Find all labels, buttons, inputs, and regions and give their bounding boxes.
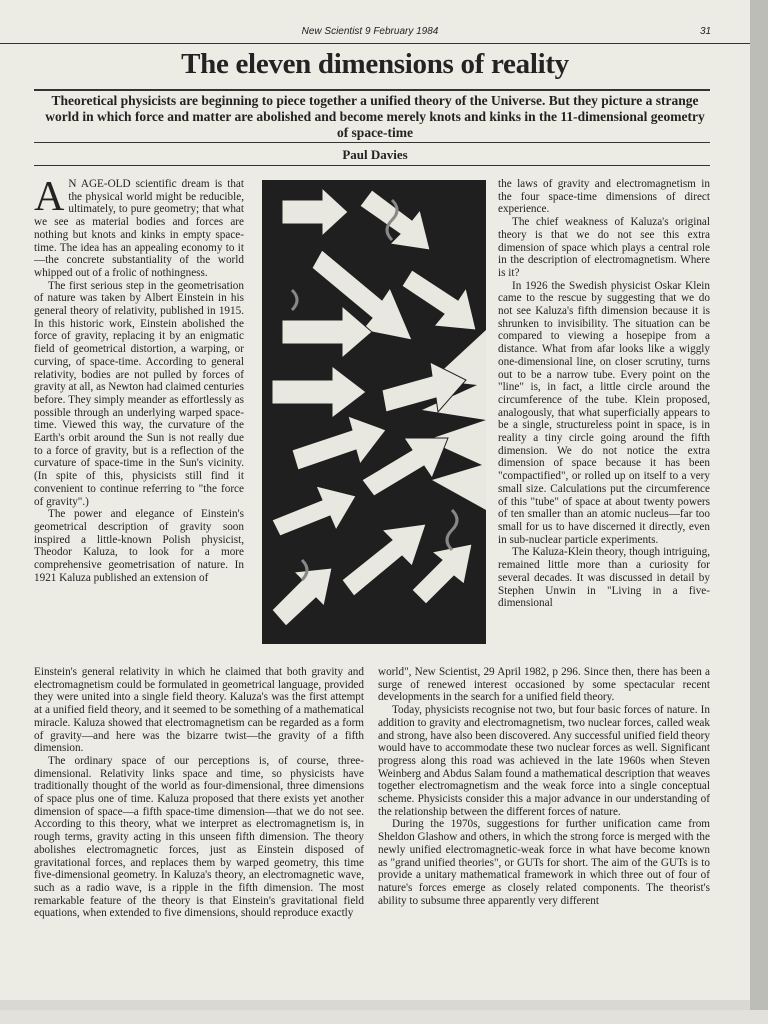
paragraph: During the 1970s, suggestions for further unification came from Sheldon Glashow and others, in which the strong force is merged with the newly unified electromagnetic-weak force in what have become known as "grand unified theories", or GUTs for short. The aim of the GUTs is to provide a unitary mathematical framework in which three out of four of nature's forces emerge as closely related components. The theorist's ability to subsume three apparently very different bbox=[378, 818, 710, 907]
arrow-shape bbox=[402, 270, 476, 330]
arrow-shape bbox=[272, 568, 332, 626]
paragraph: world", New Scientist, 29 April 1982, p 296. Since then, there has been a surge of renewed interest occasioned by some spectacular recent developments in the search for a unified field theory. bbox=[378, 666, 710, 704]
arrows-illustration bbox=[262, 180, 486, 644]
page-edge-shadow bbox=[750, 0, 768, 1024]
arrows-artwork bbox=[262, 180, 486, 644]
article-title: The eleven dimensions of reality bbox=[181, 48, 569, 80]
paragraph: A N AGE-OLD scientific dream is that the physical world might be reducible, ultimately, to pure geometry; that what we see as material bodies and forces are nothing but knots and kinks in empty space-time. The idea has an appealing economy to it—the concrete substantiality of the world whipped out of a frolic of nothingness. bbox=[34, 178, 244, 279]
page-number: 31 bbox=[700, 26, 712, 37]
paragraph: Today, physicists recognise not two, but four basic forces of nature. In addition to gravity and electromagnetism, two nuclear forces, called weak and strong, have also been discovered. Any successful unified field theory would have to accommodate these two nuclear forces as well. Significant progress along this road was achieved in the late 1960s when Steven Weinberg and Abdus Salam found a mathematical description that weaves together electromagnetism and the weak force into a single conceptual scheme. Physicists consider this a major advance in our understanding of the relationship between the different forces of nature. bbox=[378, 704, 710, 818]
arrow-shape bbox=[272, 486, 356, 536]
arrow-shape bbox=[342, 524, 426, 596]
arrow-shape bbox=[360, 190, 430, 250]
byline-rule bbox=[34, 165, 710, 166]
arrow-shape bbox=[362, 438, 448, 496]
left-bottom-column bbox=[34, 666, 364, 958]
byline: Paul Davies bbox=[342, 147, 408, 162]
title-rule bbox=[34, 89, 710, 91]
arrow-shape bbox=[282, 188, 348, 236]
paragraph: The first serious step in the geometrisation of nature was taken by Albert Einstein in his general theory of relativity, published in 1915. In this historic work, Einstein abolished the force of gravity, replacing it by an enigmatic field of geometrical distortion, a warping, or curving, of space-time. According to general relativity, bodies are not pulled by forces of gravity at all, as Newton had claimed centuries before. They simply meander as effortlessly as possible through an underlying warped space-time. Viewed this way, the curvature of the Earth's orbit around the Sun is not really due to a force of gravity, but is a reflection of the curvature of space-time in the Sun's vicinity. (In spite of this, physicists still find it convenient to continue referring to "the force of gravity".) bbox=[34, 279, 244, 508]
right-column bbox=[498, 178, 710, 666]
drop-cap: A bbox=[34, 178, 65, 220]
article-deck: Theoretical physicists are beginning to piece together a unified theory of the Universe. But they picture a strange world in which force and matter are abolished and become merely knots and kinks in the 11-dimensional geometry of space-time bbox=[45, 93, 705, 140]
arrow-shape bbox=[292, 416, 386, 470]
header-rule bbox=[0, 43, 750, 44]
paragraph: The ordinary space of our perceptions is, of course, three-dimensional. Relativity links space and time, so physicists have traditionally thought of the world as four-dimensional, three dimensions of space plus one of time. Kaluza proposed that there exists yet another dimension of space—a fifth space-time dimension—that we do not see. According to this theory, what we interpret as electromagnetism is, in rough terms, gravity acting in this unseen fifth dimension. The theory abolishes electromagnetic forces, just as Einstein disposed of gravitational forces, and replaces them by warped geometry, this time five-dimensional geometry. In Kaluza's theory, an electromagnetic wave, such as a radio wave, is a ripple in the fifth dimension. The most remarkable feature of the theory is that Einstein's gravitational field equations, when extended to five dimensions, should reproduce exactly bbox=[34, 754, 364, 920]
paragraph: Einstein's general relativity in which he claimed that both gravity and electromagnetism could be formulated in geometrical language, provided they were united into a single field theory. Kaluza's was the first attempt at a unified field theory, and it seemed to be something of a mathematical miracle. Kaluza showed that electromagnetism can be regarded as a form of gravity—and here was the bizarre twist—the gravity of a fifth dimension. bbox=[34, 666, 364, 755]
arrow-shape bbox=[272, 366, 366, 418]
starburst bbox=[422, 330, 486, 510]
left-column bbox=[34, 178, 244, 666]
paragraph: the laws of gravity and electromagnetism in the four space-time dimensions of direct experience. bbox=[498, 178, 710, 216]
paragraph: The power and elegance of Einstein's geometrical description of gravity soon inspired a little-known Polish physicist, Theodor Kaluza, to look for a more comprehensive geometrisation of nature. In 1921 Kaluza published an extension of bbox=[34, 508, 244, 584]
arrow-shape bbox=[282, 306, 372, 358]
deck-rule bbox=[34, 142, 710, 143]
next-page-edge bbox=[0, 1010, 768, 1024]
arrow-shape bbox=[412, 544, 472, 604]
paragraph: The chief weakness of Kaluza's original theory is that we do not see this extra dimension of space which plays a central role in the description of electromagnetism. Where is it? bbox=[498, 216, 710, 279]
publication-line: New Scientist 9 February 1984 bbox=[301, 26, 439, 37]
paragraph: In 1926 the Swedish physicist Oskar Klein came to the rescue by suggesting that we do not see Kaluza's fifth dimension because it is shrunken to invisibility. The situation can be compared to viewing a hosepipe from a distance. What from afar looks like a wiggly one-dimensional line, on closer scrutiny, turns out to be a narrow tube. Every point on the "line" is, in fact, a little circle around the circumference of the tube. Klein proposed, analogously, that what superficially appears to be a single, structureless point in space, is in reality a tiny circle going around the fifth dimension. We do not notice the extra dimension of space because it has been "compactified", or rolled up on itself to a very small size. Calculations put the circumference of this "tube" of space at about twenty powers of ten smaller than an atomic nucleus—far too small for us to have discerned it directly, even in sub-nuclear particle experiments. bbox=[498, 279, 710, 546]
right-bottom-column bbox=[378, 666, 710, 958]
paragraph: The Kaluza-Klein theory, though intriguing, remained little more than a curiosity for several decades. It was discussed in detail by Stephen Unwin in "Living in a five-dimensional bbox=[498, 546, 710, 610]
